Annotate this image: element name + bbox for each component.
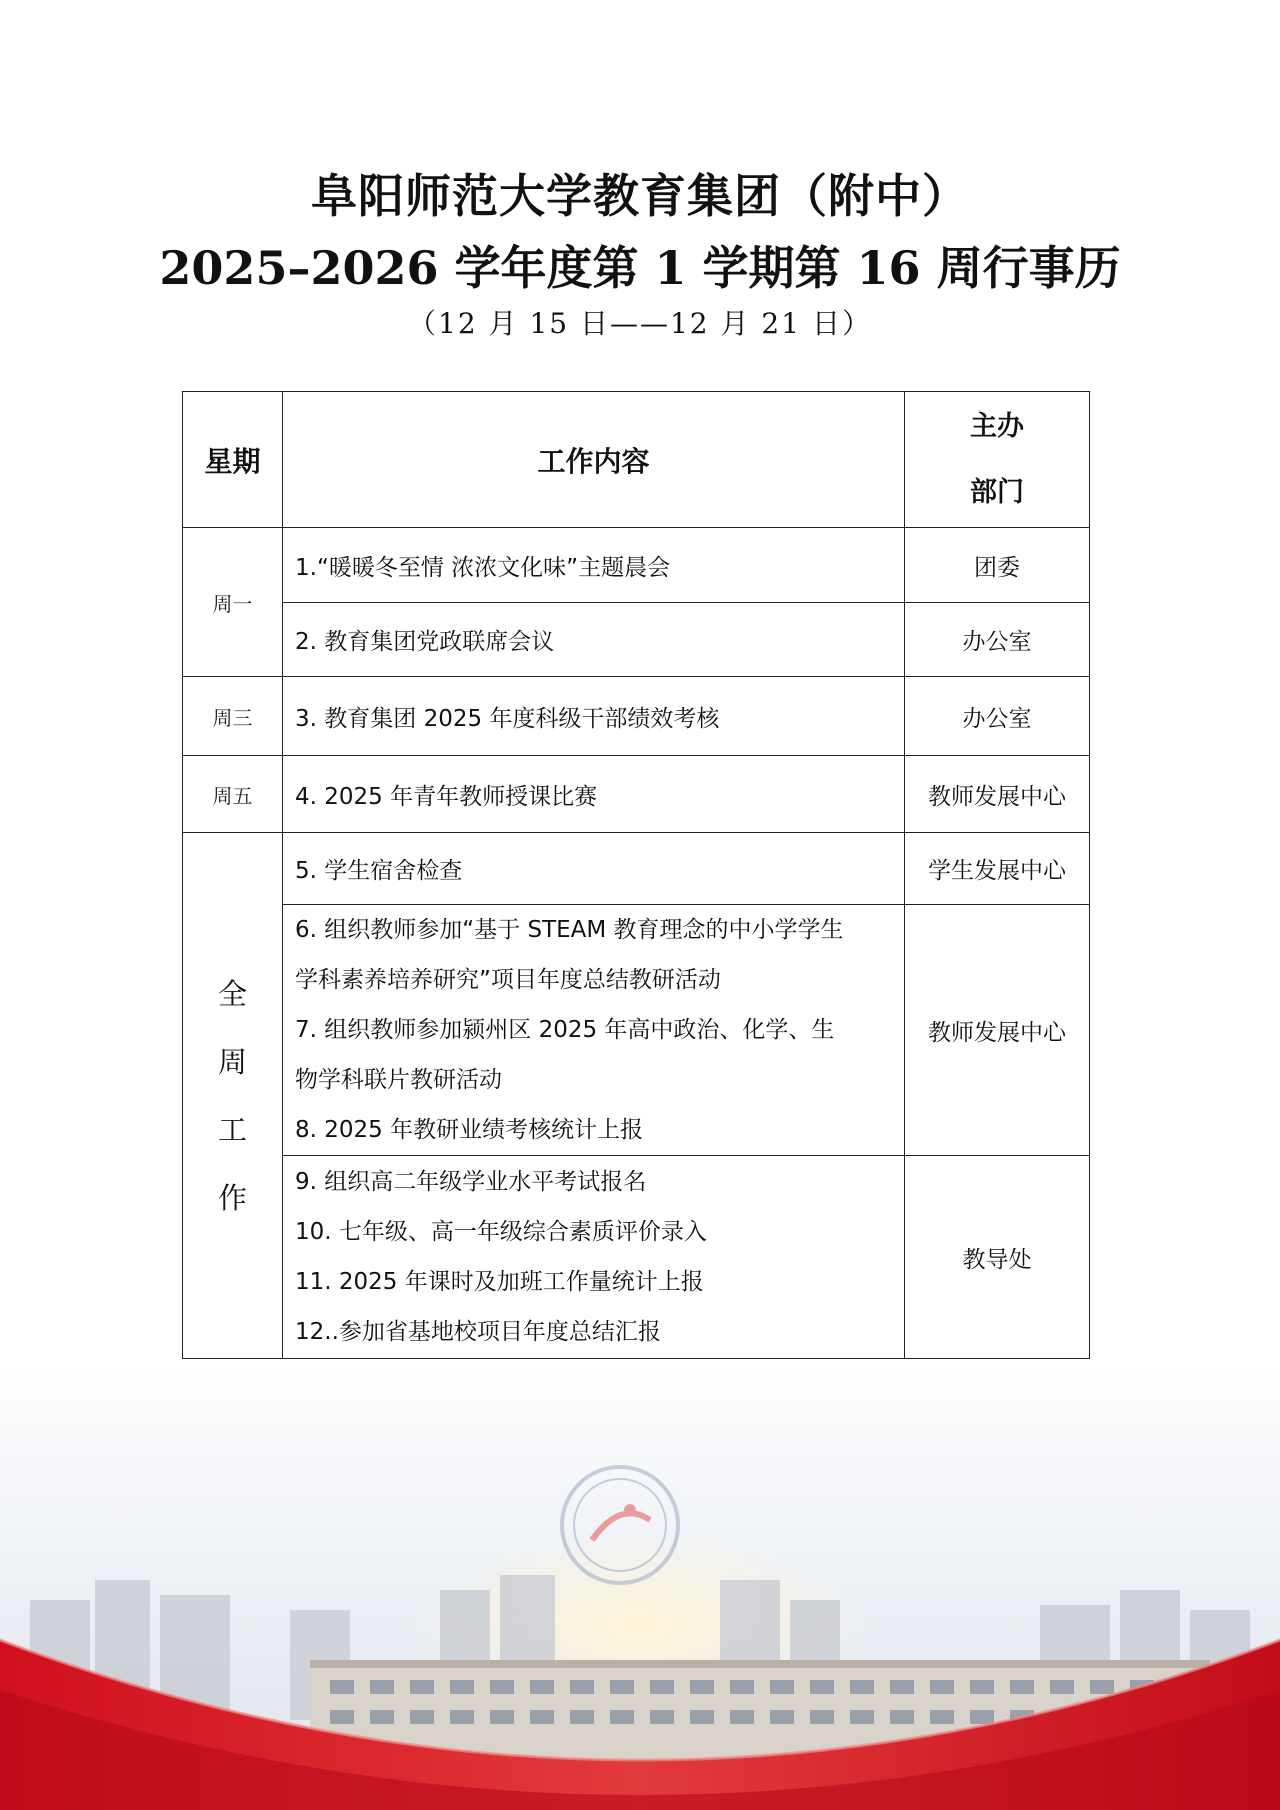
content-line: 7. 组织教师参加颍州区 2025 年高中政治、化学、生 [295,1017,835,1043]
header-content: 工作内容 [283,392,905,528]
whole-week-char: 工 [217,1112,247,1147]
header-dept-line1: 主办 [970,410,1024,442]
table-row [183,833,1090,905]
day-wednesday: 周三 [183,677,283,756]
content-line: 8. 2025 年教研业绩考核统计上报 [295,1117,644,1143]
row-content-multiline [283,905,905,1156]
row-content: 4. 2025 年青年教师授课比赛 [283,756,905,833]
date-range: （12 月 15 日——12 月 21 日） [408,307,872,340]
header-dept [905,392,1090,528]
whole-week-char: 周 [217,1044,247,1079]
row-dept: 教师发展中心 [905,905,1090,1156]
row-content: 3. 教育集团 2025 年度科级干部绩效考核 [283,677,905,756]
day-friday: 周五 [183,756,283,833]
table-header-row [183,392,1090,528]
row-content: 1.“暖暖冬至情 浓浓文化味”主题晨会 [283,528,905,603]
page-title: 阜阳师范大学教育集团（附中） [311,169,969,223]
row-content: 5. 学生宿舍检查 [283,833,905,905]
day-whole-week [183,833,283,1359]
row-dept: 办公室 [905,677,1090,756]
table-row [183,905,1090,1156]
campus-banner-image [0,1360,1280,1810]
content-line: 12..参加省基地校项目年度总结汇报 [295,1319,661,1345]
day-monday: 周一 [183,528,283,677]
table-row [183,756,1090,833]
content-line: 物学科联片教研活动 [295,1067,502,1093]
content-line: 6. 组织教师参加“基于 STEAM 教育理念的中小学学生 [295,917,844,943]
whole-week-char: 作 [217,1180,247,1215]
row-dept: 教师发展中心 [905,756,1090,833]
table-row [183,603,1090,677]
header-dept-line2: 部门 [970,476,1024,508]
whole-week-char: 全 [217,976,247,1011]
content-line: 10. 七年级、高一年级综合素质评价录入 [295,1219,707,1245]
row-content: 2. 教育集团党政联席会议 [283,603,905,677]
table-row [183,1156,1090,1359]
row-dept: 教导处 [905,1156,1090,1359]
page-subtitle: 2025–2026 学年度第 1 学期第 16 周行事历 [159,241,1121,295]
content-line: 11. 2025 年课时及加班工作量统计上报 [295,1269,704,1295]
row-content-multiline [283,1156,905,1359]
table-row [183,528,1090,603]
row-dept: 团委 [905,528,1090,603]
row-dept: 办公室 [905,603,1090,677]
table-row [183,677,1090,756]
schedule-table [182,391,1090,1359]
content-line: 学科素养培养研究”项目年度总结教研活动 [295,967,721,993]
header-day: 星期 [183,392,283,528]
content-line: 9. 组织高二年级学业水平考试报名 [295,1169,647,1195]
row-dept: 学生发展中心 [905,833,1090,905]
